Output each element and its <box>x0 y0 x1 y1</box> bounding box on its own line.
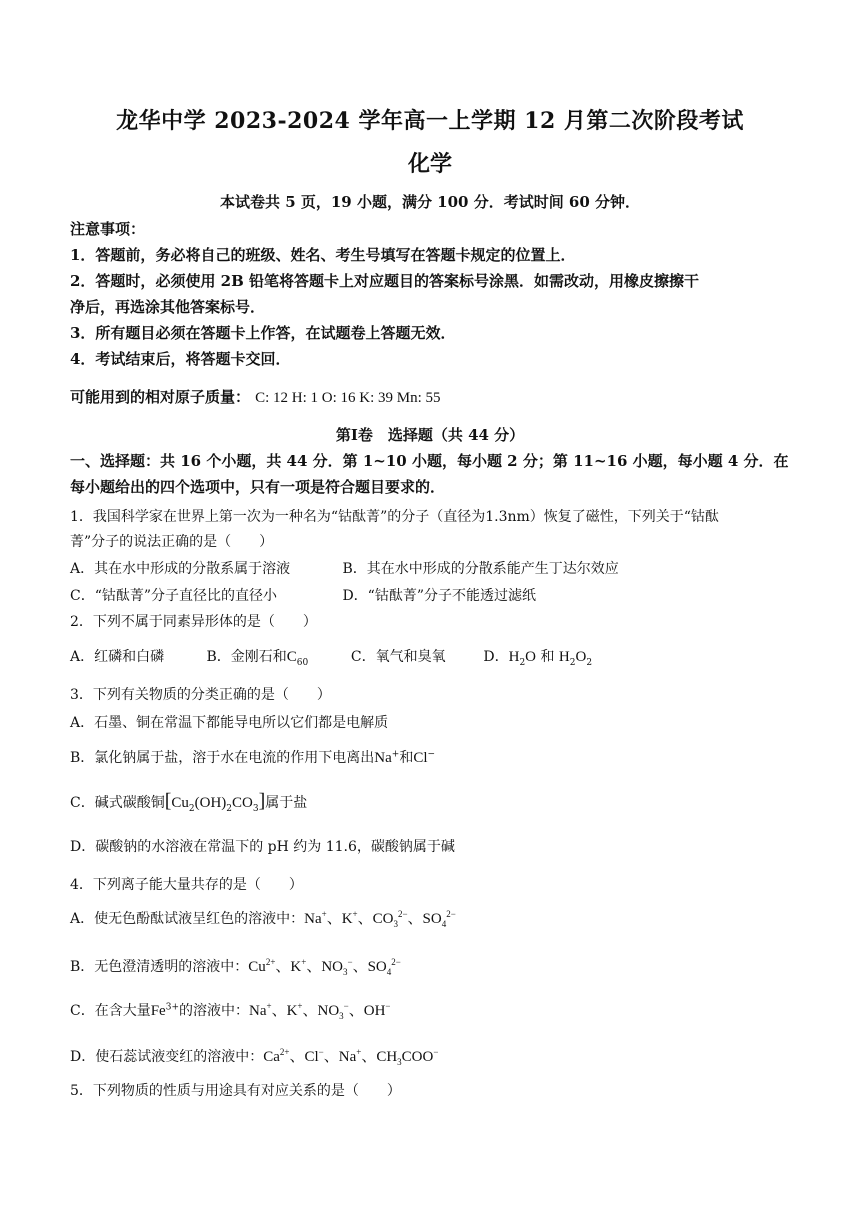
exam-info: 本试卷共 5 页，19 小题，满分 100 分．考试时间 60 分钟． <box>219 193 641 211</box>
q2-peroxide-h: H <box>558 649 570 665</box>
q3-co-sub: 3 <box>252 803 259 814</box>
q3-cl-ion: Cl <box>413 750 428 766</box>
q2-option-a: A．红磷和白磷 <box>70 649 165 665</box>
section-instructions-2: 每小题给出的四个选项中，只有一项是符合题目要求的． <box>70 478 446 496</box>
q2-option-b <box>206 646 346 668</box>
q2-water-h: H <box>508 649 520 665</box>
q2-option-b-text: B．金刚石和 <box>206 649 287 665</box>
q2-water-o: O <box>525 649 537 665</box>
q1-stem-1: 1．我国科学家在世界上第一次为一种名为“钴酞菁”的分子（直径为1.3nm）恢复了磁性，下列关于“钴酞 <box>70 509 719 525</box>
q1-option-b: B．其在水中形成的分散系能产生丁达尔效应 <box>342 561 619 577</box>
q3-stem: 3．下列有关物质的分类正确的是（ ） <box>70 687 331 703</box>
section-instructions-1: 一、选择题：共 16 个小题，共 44 分．第 1~10 小题，每小题 2 分；第 11~16 小题，每小题 4 分．在 <box>70 452 789 470</box>
notice-item-2-cont: 净后，再选涂其他答案标号． <box>70 298 266 316</box>
q2-option-d <box>483 646 592 668</box>
q4-a-ions: Na+、K+、$CO_3^{2-}$、$SO_4^{2-}$ <box>304 909 456 929</box>
q3-option-c <box>70 790 790 814</box>
q3-na-charge: + <box>391 749 400 760</box>
q4-option-b-text: B．无色澄清透明的溶液中： <box>70 959 249 975</box>
notice-heading: 注意事项： <box>70 220 146 238</box>
q3-co: CO <box>232 795 253 811</box>
q3-option-c-text: C．碱式碳酸铜 <box>70 795 165 811</box>
q1-stem-2: 菁”分子的说法正确的是（ ） <box>70 534 274 550</box>
q2-c60-symbol: C <box>286 649 297 665</box>
q3-option-c-post: 属于盐 <box>265 795 308 811</box>
q5-stem: 5．下列物质的性质与用途具有对应关系的是（ ） <box>70 1083 401 1099</box>
atomic-mass-line <box>70 386 790 407</box>
q3-bracket-right: ] <box>258 790 266 812</box>
q1-options-ab <box>70 558 790 578</box>
q3-oh-sub: 2 <box>226 803 233 814</box>
q3-option-a: A．石墨、铜在常温下都能导电所以它们都是电解质 <box>70 715 389 731</box>
q2-peroxide-o: O <box>575 649 587 665</box>
notice-item-2: 2．答题时，必须使用 2B 铅笔将答题卡上对应题目的答案标号涂黑．如需改动，用橡皮擦擦干 <box>70 272 700 290</box>
q2-peroxide-sub-o: 2 <box>586 657 593 668</box>
q4-option-c-text: C．在含大量 <box>70 1003 151 1019</box>
q2-option-c: C．氧气和臭氧 <box>350 649 446 665</box>
q3-and: 和 <box>399 750 414 766</box>
q3-option-d: D．碳酸钠的水溶液在常温下的 pH 约为 11.6，碳酸钠属于碱 <box>70 839 455 855</box>
q2-and: 和 <box>536 649 559 665</box>
q4-d-ions: $Ca^{2+}$、Cl−、Na+、$CH_3COO^-$ <box>263 1047 439 1067</box>
q4-option-a <box>70 907 790 929</box>
q4-fe-ion: Fe <box>150 1003 166 1019</box>
q3-cu: Cu <box>171 795 189 811</box>
q2-stem: 2．下列不属于同素异形体的是（ ） <box>70 614 317 630</box>
section-title: 第Ⅰ卷 选择题（共 44 分） <box>335 426 525 444</box>
q4-stem: 4．下列离子能大量共存的是（ ） <box>70 877 303 893</box>
q2-c60-subscript: 60 <box>296 657 309 668</box>
q1-option-a: A．其在水中形成的分散系属于溶液 <box>70 561 291 577</box>
notice-item-1: 1．答题前，务必将自己的班级、姓名、考生号填写在答题卡规定的位置上． <box>70 246 576 264</box>
atomic-mass-values: C: 12 H: 1 O: 16 K: 39 Mn: 55 <box>255 390 441 406</box>
q4-option-d <box>70 1045 790 1067</box>
q4-c-ions: Na+、K+、$NO_3^-$、OH− <box>249 1001 391 1021</box>
q1-options-cd <box>70 585 790 605</box>
q4-fe-charge: 3+ <box>165 1002 179 1013</box>
q3-cu-sub: 2 <box>188 803 195 814</box>
q4-option-c-mid: 的溶液中： <box>179 1003 249 1019</box>
subject-title: 化学 <box>407 151 452 177</box>
q4-option-b <box>70 955 790 977</box>
q2-options <box>70 646 790 668</box>
q3-option-b-text: B．氯化钠属于盐，溶于水在电流的作用下电离出 <box>70 750 375 766</box>
q3-option-b <box>70 747 790 767</box>
q4-option-c <box>70 999 790 1021</box>
notice-item-4: 4．考试结束后，将答题卡交回． <box>70 350 291 368</box>
atomic-mass-label: 可能用到的相对原子质量： <box>70 388 251 406</box>
q3-na-ion: Na <box>374 750 392 766</box>
q2-water-sub: 2 <box>519 657 526 668</box>
q4-b-ions: $Cu^{2+}$、K+、$NO_3^-$、$SO_4^{2-}$ <box>248 957 401 977</box>
q1-option-d: D．“钴酞菁”分子不能透过滤纸 <box>342 588 536 604</box>
exam-title: 龙华中学 2023-2024 学年高一上学期 12 月第二次阶段考试 <box>116 108 744 134</box>
q1-option-c: C．“钴酞菁”分子直径比的直径小 <box>70 588 278 604</box>
q4-option-d-text: D．使石蕊试液变红的溶液中： <box>70 1049 264 1065</box>
q3-oh: (OH) <box>194 795 227 811</box>
q3-cl-charge: − <box>427 749 436 760</box>
notice-item-3: 3．所有题目必须在答题卡上作答，在试题卷上答题无效． <box>70 324 456 342</box>
q3-bracket-left: [ <box>164 790 172 812</box>
q4-option-a-text: A．使无色酚酞试液呈红色的溶液中： <box>70 911 305 927</box>
q2-option-d-label: D． <box>483 649 509 665</box>
q2-peroxide-sub-h: 2 <box>569 657 576 668</box>
